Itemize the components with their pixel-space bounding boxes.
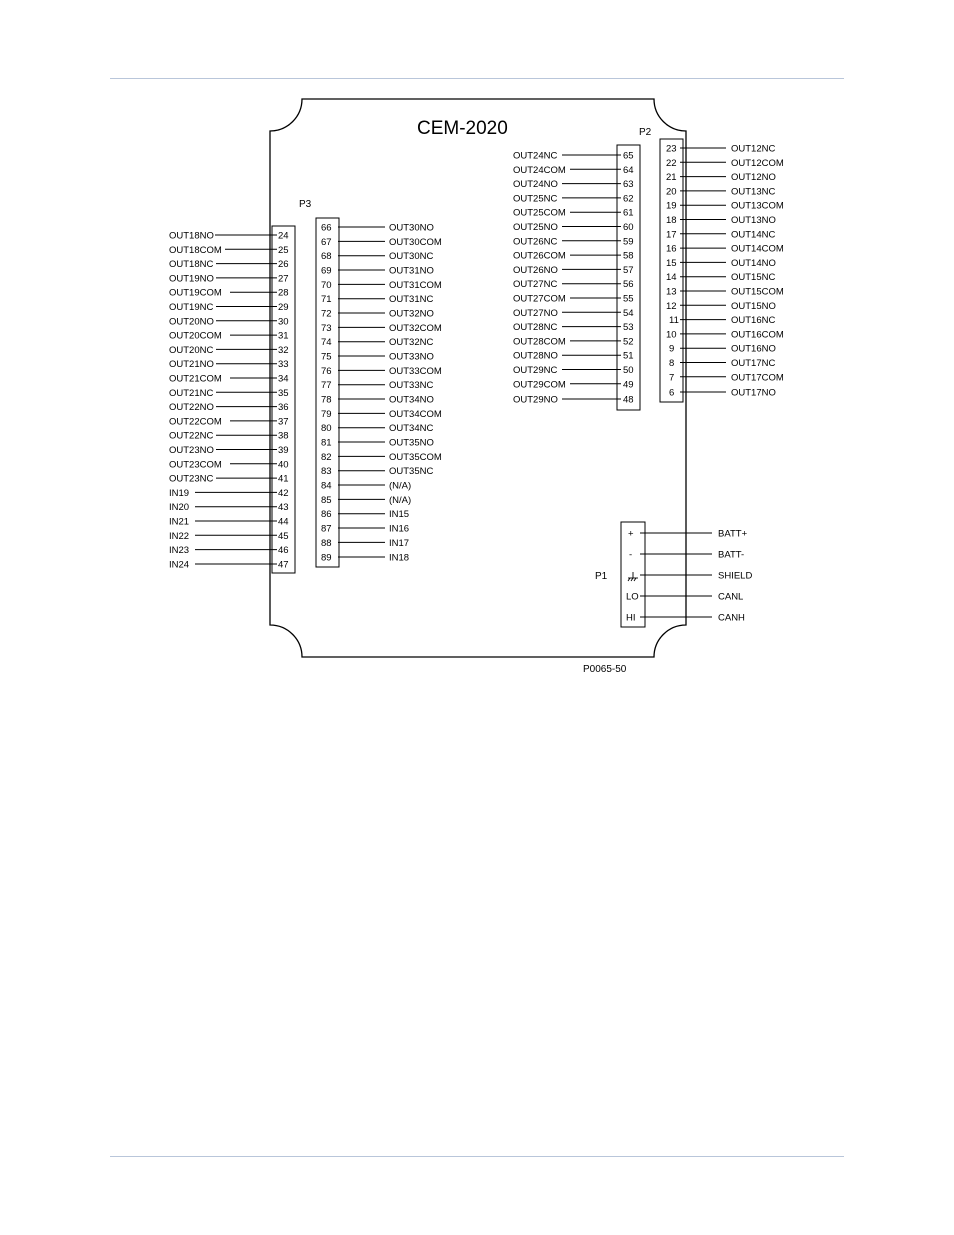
signal-label: CANL [718, 591, 744, 603]
signal-label: OUT14COM [731, 243, 784, 255]
pin-number: 88 [321, 537, 332, 549]
pin-number: 50 [623, 365, 634, 376]
pin-number: 77 [321, 380, 332, 392]
signal-label: OUT16NO [731, 343, 776, 355]
signal-label: BATT+ [718, 528, 748, 540]
pin-number: 86 [321, 509, 332, 521]
pin-number: 51 [623, 350, 634, 362]
signal-label: OUT17NC [731, 358, 776, 369]
pin-row [513, 179, 634, 190]
pin-number: 76 [321, 365, 332, 377]
pin-number: 80 [321, 423, 332, 435]
p2-label: P2 [639, 127, 652, 138]
pin-number: 63 [623, 179, 634, 191]
pin-row [669, 344, 776, 355]
signal-label: OUT33NO [389, 351, 434, 363]
signal-label: OUT22NC [169, 430, 214, 442]
signal-label: OUT33NC [389, 380, 434, 392]
pin-number: 16 [666, 243, 677, 255]
signal-label: OUT23COM [169, 459, 222, 471]
signal-label: OUT27NC [513, 279, 558, 291]
signal-label: SHIELD [718, 570, 753, 582]
pin-row [513, 165, 634, 176]
signal-label: CANH [718, 612, 745, 624]
signal-label: OUT30NC [389, 251, 434, 263]
pin-row [513, 365, 634, 376]
pin-number: 44 [278, 516, 289, 528]
pin-number: 87 [321, 523, 332, 535]
signal-label: OUT34NC [389, 423, 434, 435]
signal-label: OUT27COM [513, 293, 566, 305]
signal-label: OUT12NO [731, 172, 776, 184]
pin-number: 71 [321, 294, 332, 306]
pin-number: 15 [666, 257, 677, 269]
signal-label: OUT17COM [731, 372, 784, 384]
pin-number: 6 [669, 387, 675, 399]
pin-number: 65 [623, 150, 634, 162]
pin-number: 18 [666, 215, 677, 226]
pin-number: 69 [321, 265, 332, 277]
pin-number: 43 [278, 502, 289, 514]
signal-label: OUT13NC [731, 186, 776, 198]
pin-row [669, 388, 776, 399]
pin-number: 31 [278, 330, 289, 342]
pin-row [513, 351, 634, 362]
signal-label: OUT25NC [513, 193, 558, 205]
signal-label: OUT28COM [513, 336, 566, 348]
pin-number: 39 [278, 445, 289, 456]
pin-number: 59 [623, 236, 634, 248]
pin-number: 33 [278, 359, 289, 371]
signal-label: OUT15NO [731, 300, 776, 312]
signal-label: IN21 [169, 516, 190, 528]
signal-label: OUT26NO [513, 264, 558, 276]
signal-label: OUT31NO [389, 265, 434, 277]
pin-number: 60 [623, 222, 634, 233]
signal-label: OUT22NO [169, 402, 214, 414]
pin-number: 82 [321, 451, 332, 463]
pin-number: 89 [321, 552, 332, 564]
signal-label: OUT22COM [169, 416, 222, 428]
pin-row [513, 395, 634, 406]
pin-row [513, 208, 634, 219]
pin-number: 52 [623, 336, 634, 348]
pin-number: 85 [321, 494, 332, 506]
pin-number: 8 [669, 358, 675, 369]
pin-row [513, 294, 634, 305]
pin-row [666, 329, 784, 340]
signal-label: (N/A) [389, 494, 412, 506]
pin-number: 21 [666, 172, 677, 184]
pin-number: 22 [666, 157, 677, 169]
pin-number: 32 [278, 344, 289, 356]
pin-number: 48 [623, 394, 634, 406]
signal-label: OUT33COM [389, 365, 442, 377]
pin-number: 11 [669, 315, 679, 327]
signal-label: OUT31NC [389, 294, 434, 306]
signal-label: OUT25NO [513, 222, 558, 233]
signal-label: OUT15NC [731, 272, 776, 284]
signal-label: OUT15COM [731, 286, 784, 298]
pin-number: 46 [278, 545, 289, 557]
signal-label: OUT30NO [389, 222, 434, 234]
pin-number: 67 [321, 236, 332, 248]
pin-number: 64 [623, 164, 634, 176]
signal-label: OUT23NC [169, 473, 214, 485]
pin-number: + [628, 528, 634, 540]
pin-number: 42 [278, 487, 289, 499]
pin-number: 9 [669, 343, 675, 355]
pin-row [666, 244, 784, 255]
pin-number: 7 [669, 372, 675, 384]
signal-label: OUT23NO [169, 445, 214, 456]
signal-label: OUT19NC [169, 302, 214, 313]
figure-id: P0065-50 [583, 664, 627, 675]
pin-row [666, 201, 784, 212]
pin-row [513, 265, 634, 276]
pin-number: 45 [278, 530, 289, 542]
pin-row [513, 322, 634, 333]
signal-label: OUT21COM [169, 373, 222, 385]
signal-label: OUT17NO [731, 387, 776, 399]
signal-label: OUT35NC [389, 466, 434, 478]
pin-number: 68 [321, 251, 332, 263]
signal-label: BATT- [718, 549, 745, 561]
signal-label: (N/A) [389, 480, 412, 492]
pin-number: 13 [666, 286, 677, 298]
pin-number: 47 [278, 559, 289, 571]
pin-number: 58 [623, 250, 634, 262]
pin-number: 34 [278, 373, 289, 385]
pin-number: 41 [278, 473, 289, 485]
pin-number: 12 [666, 300, 677, 312]
signal-label: OUT24NC [513, 150, 558, 162]
pin-number: 25 [278, 244, 289, 256]
pin-number: 81 [321, 437, 332, 449]
pin-number: 35 [278, 387, 289, 399]
signal-label: OUT24NO [513, 179, 558, 191]
p3-label: P3 [299, 199, 312, 210]
pin-row [513, 379, 634, 390]
pin-number: 24 [278, 230, 289, 242]
signal-label: OUT26COM [513, 250, 566, 262]
signal-label: OUT25COM [513, 207, 566, 219]
signal-label: OUT31COM [389, 279, 442, 291]
signal-label: OUT18COM [169, 244, 222, 256]
module-title: CEM-2020 [417, 118, 508, 139]
pin-number: 30 [278, 316, 289, 328]
signal-label: OUT29NO [513, 394, 558, 406]
signal-label: OUT21NC [169, 387, 214, 399]
pin-number: 62 [623, 193, 634, 205]
signal-label: OUT13COM [731, 200, 784, 212]
signal-label: OUT12NC [731, 143, 776, 155]
pin-number: 53 [623, 322, 634, 334]
pin-number: 37 [278, 416, 289, 428]
pin-row [513, 151, 634, 162]
signal-label: IN24 [169, 559, 190, 571]
signal-label: OUT32NO [389, 308, 434, 320]
signal-label: OUT19NO [169, 273, 214, 285]
pin-number: 75 [321, 351, 332, 363]
signal-label: OUT29COM [513, 379, 566, 391]
pin-number: 78 [321, 394, 332, 406]
pin-row [666, 287, 784, 298]
signal-label: OUT14NO [731, 257, 776, 269]
pin-number: 61 [623, 207, 634, 219]
pin-row [513, 236, 634, 247]
signal-label: OUT20NC [169, 344, 214, 356]
pin-number: 84 [321, 480, 332, 492]
pin-number: 26 [278, 259, 289, 271]
pin-row [628, 529, 748, 540]
signal-label: IN16 [389, 523, 410, 535]
signal-label: OUT35NO [389, 437, 434, 449]
pin-number: 14 [666, 272, 677, 284]
pin-number: 74 [321, 337, 332, 349]
signal-label: OUT12COM [731, 157, 784, 169]
signal-label: OUT28NC [513, 322, 558, 334]
signal-label: OUT20NO [169, 316, 214, 328]
signal-label: OUT21NO [169, 359, 214, 371]
pin-row [513, 336, 634, 347]
pin-row [669, 358, 775, 369]
pin-number: - [629, 549, 633, 561]
pin-number: 54 [623, 307, 634, 319]
signal-label: OUT32NC [389, 337, 434, 349]
signal-label: OUT19COM [169, 287, 222, 299]
pin-number: 36 [278, 402, 289, 414]
pin-number: 57 [623, 264, 634, 276]
pin-number: 83 [321, 466, 332, 478]
signal-label: OUT16COM [731, 329, 784, 341]
pin-row [513, 222, 634, 233]
signal-label: IN18 [389, 552, 410, 564]
pin-number: 70 [321, 279, 332, 291]
pin-number: 19 [666, 200, 677, 212]
signal-label: IN23 [169, 545, 190, 557]
signal-label: OUT35COM [389, 451, 442, 463]
pin-number: 40 [278, 459, 289, 471]
signal-label: OUT29NC [513, 365, 558, 376]
signal-label: IN20 [169, 502, 190, 514]
pin-number: 23 [666, 143, 677, 155]
pin-row [666, 158, 784, 169]
signal-label: OUT34NO [389, 394, 434, 406]
signal-label: OUT27NO [513, 307, 558, 319]
pin-number: 17 [666, 229, 677, 241]
pin-row [513, 308, 634, 319]
p2-right-pin-list [666, 144, 784, 399]
pin-number: 10 [666, 329, 677, 341]
pin-row [513, 193, 634, 204]
pin-number: LO [626, 591, 639, 603]
pin-number: 29 [278, 302, 289, 313]
pin-number: 66 [321, 222, 332, 234]
pin-number: 27 [278, 273, 289, 285]
p2-left-pin-list [513, 151, 634, 406]
signal-label: OUT16NC [731, 315, 776, 327]
pin-number: 49 [623, 379, 634, 391]
signal-label: OUT13NO [731, 215, 776, 226]
pin-number: 28 [278, 287, 289, 299]
signal-label: IN22 [169, 530, 190, 542]
pin-row [513, 251, 634, 262]
signal-label: IN17 [389, 537, 410, 549]
p1-label: P1 [595, 571, 608, 582]
pin-number: 73 [321, 322, 332, 334]
signal-label: OUT18NO [169, 230, 214, 242]
pin-number: 72 [321, 308, 332, 320]
pin-number: 79 [321, 408, 332, 420]
signal-label: OUT14NC [731, 229, 776, 241]
pin-number: 56 [623, 279, 634, 291]
signal-label: OUT30COM [389, 236, 442, 248]
signal-label: OUT18NC [169, 259, 214, 271]
pin-row [628, 571, 752, 582]
signal-label: OUT28NO [513, 350, 558, 362]
pin-number: HI [626, 612, 636, 624]
signal-label: OUT34COM [389, 408, 442, 420]
pin-row [669, 315, 775, 326]
signal-label: OUT32COM [389, 322, 442, 334]
signal-label: IN19 [169, 487, 190, 499]
pin-number: 55 [623, 293, 634, 305]
signal-label: OUT24COM [513, 164, 566, 176]
pin-row [513, 279, 634, 290]
signal-label: OUT26NC [513, 236, 558, 248]
signal-label: OUT20COM [169, 330, 222, 342]
signal-label: IN15 [389, 509, 410, 521]
pin-number: 20 [666, 186, 677, 198]
pin-number: 38 [278, 430, 289, 442]
